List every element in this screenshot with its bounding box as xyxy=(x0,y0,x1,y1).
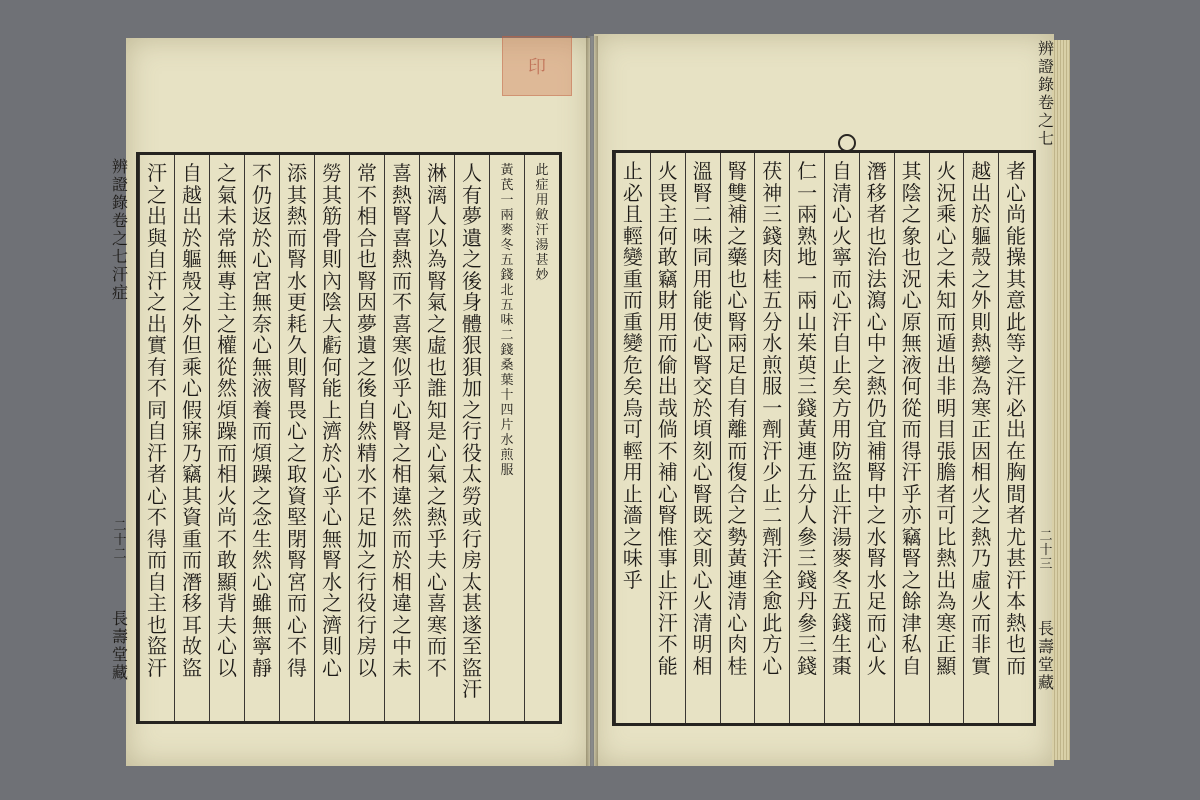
left-text-column: 不 仍 返 於 心 宮 無 奈 心 無 液 養 而 煩 躁 之 念 生 然 心 雖 無 寧 靜 xyxy=(244,155,279,721)
left-text-column: 黃 芪 一 兩 麥 冬 五 錢 北 五 味 二 錢 桑 葉 十 四 片 水 煎 服 xyxy=(489,155,524,721)
right-text-column: 溫 腎 二 味 同 用 能 使 心 腎 交 於 頃 刻 心 腎 既 交 則 心 火 清 明 相 xyxy=(685,153,720,723)
left-publisher: 長 壽 堂 藏 xyxy=(111,609,128,682)
left-text-column: 喜 熱 腎 喜 熱 而 不 喜 寒 似 乎 心 腎 之 相 違 然 而 於 相 違 之 中 未 xyxy=(384,155,419,721)
left-margin-title: 辨 證 錄 卷 之 七 汗 症 xyxy=(111,157,128,302)
left-text-column: 人 有 夢 遺 之 後 身 體 狠 狽 加 之 行 役 太 勞 或 行 房 太 甚 遂 至 盜 汗 xyxy=(454,155,489,721)
left-text-column: 勞 其 筋 骨 則 內 陰 大 虧 何 能 上 濟 於 心 乎 心 無 腎 水 之 濟 則 心 xyxy=(314,155,349,721)
left-folio: 二 十 二 xyxy=(113,519,127,562)
right-margin-title: 辨 證 錄 卷 之 七 xyxy=(1037,39,1054,148)
right-text-column: 者 心 尚 能 操 其 意 此 等 之 汗 必 出 在 胸 間 者 尤 甚 汗 本 熱 也 而 xyxy=(998,153,1033,723)
right-text-column: 腎 雙 補 之 藥 也 心 腎 兩 足 自 有 離 而 復 合 之 勢 黃 連 清 心 肉 桂 xyxy=(720,153,755,723)
right-text-column: 自 清 心 火 寧 而 心 汗 自 止 矣 方 用 防 盜 止 汗 湯 麥 冬 五 錢 生 棗 xyxy=(824,153,859,723)
left-text-column: 淋 漓 人 以 為 腎 氣 之 虛 也 誰 知 是 心 氣 之 熱 乎 夫 心 喜 寒 而 不 xyxy=(419,155,454,721)
left-text-column: 自 越 出 於 軀 殼 之 外 但 乘 心 假 寐 乃 竊 其 資 重 而 潛 移 耳 故 盜 xyxy=(174,155,209,721)
right-text-column: 止 必 且 輕 變 重 而 重 變 危 矣 烏 可 輕 用 止 濇 之 味 乎 xyxy=(615,153,650,723)
right-text-column: 火 畏 主 何 敢 竊 財 用 而 偷 出 哉 倘 不 補 心 腎 惟 事 止 汗 汗 不 能 xyxy=(650,153,685,723)
right-folio: 二 十 三 xyxy=(1039,529,1053,572)
book-gutter xyxy=(586,36,598,766)
seal-strip xyxy=(500,96,574,104)
left-text-column: 之 氣 未 常 無 專 主 之 權 從 然 煩 躁 而 相 火 尚 不 敢 顯 背 夫 心 以 xyxy=(209,155,244,721)
left-text-column: 汗 之 出 與 自 汗 之 出 實 有 不 同 自 汗 者 心 不 得 而 自 主 也 盜 汗 xyxy=(139,155,174,721)
library-seal xyxy=(502,36,572,96)
right-text-column: 潛 移 者 也 治 法 瀉 心 中 之 熱 仍 宜 補 腎 中 之 水 腎 水 足 而 心 火 xyxy=(859,153,894,723)
left-text-column: 常 不 相 合 也 腎 因 夢 遺 之 後 自 然 精 水 不 足 加 之 行 役 行 房 以 xyxy=(349,155,384,721)
seal-text: 印 xyxy=(528,57,546,78)
right-text-column: 火 況 乘 心 之 未 知 而 遁 出 非 明 目 張 膽 者 可 比 熱 出 為 寒 正 顯 xyxy=(929,153,964,723)
right-text-column: 越 出 於 軀 殼 之 外 則 熱 變 為 寒 正 因 相 火 之 熱 乃 虛 火 而 非 實 xyxy=(963,153,998,723)
right-text-column: 仁 一 兩 熟 地 一 兩 山 茱 萸 三 錢 黃 連 五 分 人 參 三 錢 丹 參 三 錢 xyxy=(789,153,824,723)
right-text-frame xyxy=(612,150,1036,726)
left-text-column: 添 其 熱 而 腎 水 更 耗 久 則 腎 畏 心 之 取 資 堅 閉 腎 宮 而 心 不 得 xyxy=(279,155,314,721)
right-text-column: 茯 神 三 錢 肉 桂 五 分 水 煎 服 一 劑 汗 少 止 二 劑 汗 全 愈 此 方 心 xyxy=(754,153,789,723)
left-text-frame xyxy=(136,152,562,724)
right-publisher: 長 壽 堂 藏 xyxy=(1037,619,1054,692)
right-text-column: 其 陰 之 象 也 況 心 原 無 液 何 從 而 得 汗 乎 亦 竊 腎 之 餘 津 私 自 xyxy=(894,153,929,723)
left-text-column: 此 症 用 斂 汗 湯 甚 妙 xyxy=(524,155,559,721)
